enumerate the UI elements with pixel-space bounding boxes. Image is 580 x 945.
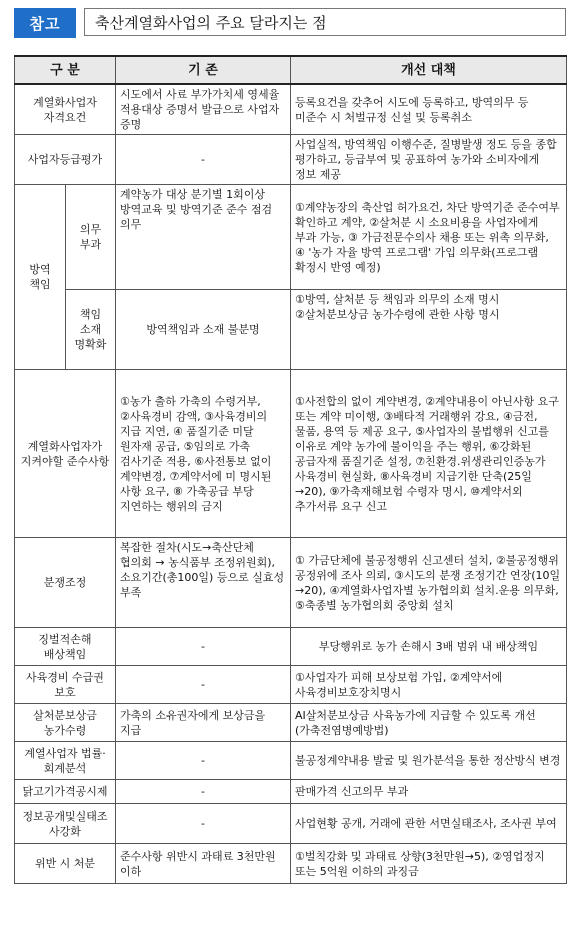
improved-cell: ①벌칙강화 및 과태료 상향(3천만원→5), ②영업정지 또는 5억원 이하의 과징금 — [291, 844, 567, 884]
row-label: 계열화사업자가 지켜야할 준수사항 — [15, 370, 116, 538]
improved-cell: ①방역, 살처분 등 책임과 의무의 소재 명시 ②살처분보상금 농가수령에 관한 사항 명시 — [291, 290, 567, 370]
existing-cell: 계약농가 대상 분기별 1회이상 방역교육 및 방역기준 준수 점검 의무 — [116, 185, 291, 290]
improved-cell: ① 가금단체에 불공정행위 신고센터 설치, ②불공정행위 공정위에 조사 의뢰, ③시도의 분쟁 조정기간 연장(10일→20), ④계열화사업자별 농가협의회 설치.운용 의무화, ⑤축종별 농가협의회 중앙회 설치 — [291, 538, 567, 628]
row-label: 징벌적손해 배상책임 — [15, 628, 116, 666]
existing-cell: 복잡한 절차(시도→축산단체 협의회 → 농식품부 조정위원회), 소요기간(총100일) 등으로 실효성 부족 — [116, 538, 291, 628]
existing-cell: - — [116, 742, 291, 780]
row-label: 계열사업자 법률·회계분석 — [15, 742, 116, 780]
row-label: 분쟁조정 — [15, 538, 116, 628]
row-label: 계열화사업자 자격요건 — [15, 84, 116, 135]
improved-cell: ①계약농장의 축산업 허가요건, 차단 방역기준 준수여부 확인하고 계약, ②살처분 시 소요비용을 사업자에게 부과 가능, ③ 가금전문수의사 채용 또는 위촉 의무화, ④ '농가 자율 방역 프로그램' 가입 의무화(프로그램 확정시 반영 예정) — [291, 185, 567, 290]
existing-cell: - — [116, 780, 291, 804]
table-row — [15, 804, 567, 844]
existing-cell: ①농가 출하 가축의 수령거부, ②사육경비 감액, ③사육경비의 지급 지연, ④ 품질기준 미달 원자재 공급, ⑤임의로 가축 검사기준 적용, ⑥사전통보 없이 계약변경, ⑦계약서에 미 명시된 사항 요구, ⑧ 가축공급 부당 지연하는 행위의 금지 — [116, 370, 291, 538]
reference-badge: 참고 — [14, 8, 76, 38]
improved-cell: ①사전합의 없이 계약변경, ②계약내용이 아닌사항 요구 또는 계약 미이행, ③배타적 거래행위 강요, ④금전, 물품, 용역 등 제공 요구, ⑤사업자의 불법행위 신고를 이유로 계약 농가에 불이익을 주는 행위, ⑥강화된 공급자재 품질기준 설정, ⑦친환경.위생관리인증농가 사육경비 현실화, ⑧사육경비 지급기한 단축(25일→20), ⑨가축재해보험 수령자 명시, ⑩계약서외 추가서류 요구 신고 — [291, 370, 567, 538]
sub-label-duty: 의무 부과 — [66, 185, 116, 290]
improved-cell: ①사업자가 피해 보상보험 가입, ②계약서에 사육경비보호장치명시 — [291, 666, 567, 704]
comparison-table — [14, 55, 567, 884]
improved-cell: 판매가격 신고의무 부과 — [291, 780, 567, 804]
existing-cell: 방역책임과 소재 불분명 — [116, 290, 291, 370]
table-row — [15, 135, 567, 185]
improved-cell: 부당행위로 농가 손해시 3배 범위 내 배상책임 — [291, 628, 567, 666]
improved-cell: 사업현황 공개, 거래에 관한 서면실태조사, 조사권 부여 — [291, 804, 567, 844]
table-row — [15, 780, 567, 804]
table-row — [15, 742, 567, 780]
existing-cell: 준수사항 위반시 과태료 3천만원 이하 — [116, 844, 291, 884]
row-label: 사육경비 수급권 보호 — [15, 666, 116, 704]
page-title: 축산계열화사업의 주요 달라지는 점 — [84, 8, 566, 36]
existing-cell: 가축의 소유권자에게 보상금을 지급 — [116, 704, 291, 742]
table-row — [15, 666, 567, 704]
row-label-quarantine: 방역 책임 — [15, 185, 66, 370]
table-row — [15, 290, 567, 370]
table-row — [15, 704, 567, 742]
improved-cell: 등록요건을 갖추어 시도에 등록하고, 방역의무 등 미준수 시 처벌규정 신설 및 등록취소 — [291, 84, 567, 135]
row-label: 닭고기가격공시제 — [15, 780, 116, 804]
table-row — [15, 844, 567, 884]
page-header — [14, 8, 566, 40]
existing-cell: - — [116, 135, 291, 185]
table-row — [15, 538, 567, 628]
existing-cell: - — [116, 804, 291, 844]
table-row — [15, 370, 567, 538]
header-improved: 개선 대책 — [291, 56, 567, 84]
table-row — [15, 628, 567, 666]
improved-cell: AI살처분보상금 사육농가에 지급할 수 있도록 개선(가축전염병예방법) — [291, 704, 567, 742]
improved-cell: 불공정계약내용 발굴 및 원가분석을 통한 정산방식 변경 — [291, 742, 567, 780]
existing-cell: - — [116, 666, 291, 704]
table-row — [15, 84, 567, 135]
row-label: 사업자등급평가 — [15, 135, 116, 185]
row-label: 위반 시 처분 — [15, 844, 116, 884]
existing-cell: 시도에서 사료 부가가치세 영세율 적용대상 증명서 발급으로 사업자 증명 — [116, 84, 291, 135]
table-row — [15, 185, 567, 290]
header-category: 구 분 — [15, 56, 116, 84]
table-header-row — [15, 56, 567, 84]
sub-label-responsibility: 책임 소재 명확화 — [66, 290, 116, 370]
improved-cell: 사업실적, 방역책임 이행수준, 질병발생 정도 등을 종합 평가하고, 등급부여 및 공표하여 농가와 소비자에게 정보 제공 — [291, 135, 567, 185]
row-label: 정보공개및실태조사강화 — [15, 804, 116, 844]
existing-cell: - — [116, 628, 291, 666]
row-label: 살처분보상금 농가수령 — [15, 704, 116, 742]
header-existing: 기 존 — [116, 56, 291, 84]
